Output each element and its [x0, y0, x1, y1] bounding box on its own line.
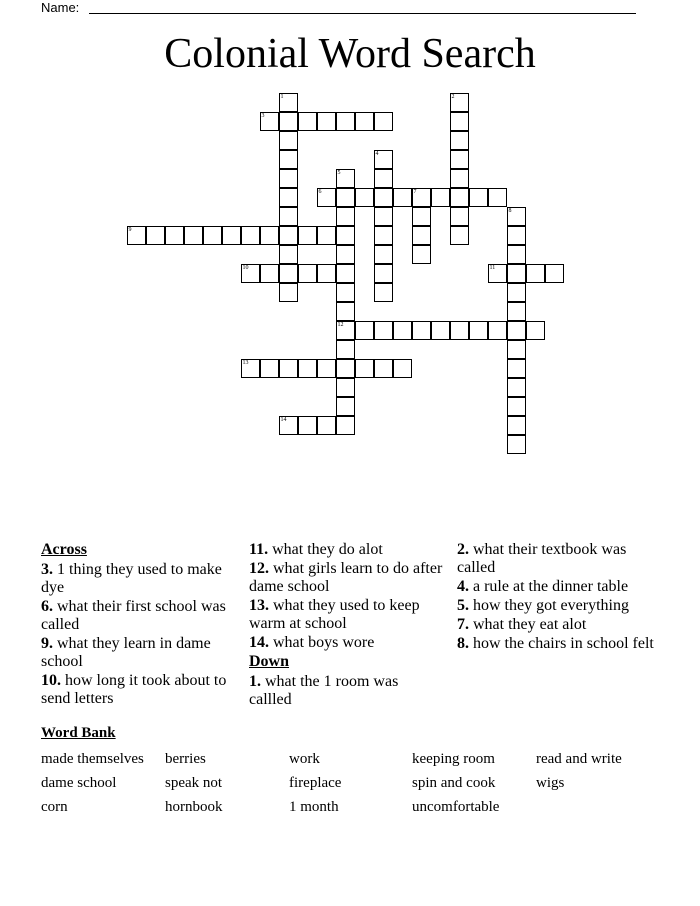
crossword-cell[interactable] [412, 245, 431, 264]
word-bank-item: keeping room [412, 751, 495, 767]
crossword-cell[interactable] [507, 226, 526, 245]
crossword-cell[interactable] [507, 397, 526, 416]
crossword-cell[interactable] [507, 245, 526, 264]
cell-number: 5 [337, 170, 341, 176]
cell-number: 12 [337, 322, 344, 328]
crossword-cell[interactable] [336, 226, 355, 245]
cell-number: 13 [242, 360, 249, 366]
clue-text: how the chairs in school felt [473, 635, 654, 652]
crossword-cell[interactable] [260, 112, 279, 131]
crossword-cell[interactable] [374, 321, 393, 340]
crossword-cell[interactable] [488, 188, 507, 207]
crossword-cell[interactable] [507, 359, 526, 378]
crossword-cell[interactable] [507, 264, 526, 283]
crossword-cell[interactable] [279, 93, 298, 112]
word-bank-item: fireplace [289, 775, 342, 791]
crossword-cell[interactable] [526, 321, 545, 340]
crossword-cell[interactable] [279, 131, 298, 150]
down-heading: Down [249, 653, 290, 670]
clue-text: what their textbook was called [457, 541, 627, 576]
clue-text: 1 thing they used to make dye [41, 561, 222, 596]
crossword-cell[interactable] [374, 112, 393, 131]
word-bank-item: berries [165, 751, 206, 767]
clue-number: 10. [41, 672, 61, 689]
word-bank-item: dame school [41, 775, 117, 791]
crossword-cell[interactable] [412, 321, 431, 340]
crossword-cell[interactable] [279, 416, 298, 435]
crossword-cell[interactable] [317, 112, 336, 131]
crossword-cell[interactable] [279, 226, 298, 245]
clue-number: 1. [249, 673, 261, 690]
crossword-cell[interactable] [298, 264, 317, 283]
crossword-cell[interactable] [393, 188, 412, 207]
crossword-cell[interactable] [412, 188, 431, 207]
clue-number: 2. [457, 541, 469, 558]
cell-number: 14 [280, 417, 287, 423]
clue-text: how long it took about to send letters [41, 672, 227, 707]
crossword-cell[interactable] [374, 150, 393, 169]
crossword-cell[interactable] [507, 340, 526, 359]
crossword-cell[interactable] [298, 112, 317, 131]
crossword-cell[interactable] [336, 207, 355, 226]
clue-column-2 [249, 541, 444, 710]
crossword-cell[interactable] [431, 188, 450, 207]
clue-across-3 [41, 561, 236, 597]
clue-number: 13. [249, 597, 269, 614]
crossword-cell[interactable] [374, 283, 393, 302]
crossword-cell[interactable] [507, 283, 526, 302]
clue-text: what the 1 room was callled [249, 673, 399, 708]
crossword-cell[interactable] [279, 359, 298, 378]
clue-down-5 [457, 597, 657, 615]
crossword-cell[interactable] [336, 397, 355, 416]
clue-number: 6. [41, 598, 53, 615]
clue-down-1 [249, 673, 444, 709]
crossword-cell[interactable] [450, 321, 469, 340]
crossword-cell[interactable] [374, 169, 393, 188]
crossword-cell[interactable] [317, 359, 336, 378]
crossword-cell[interactable] [317, 416, 336, 435]
crossword-cell[interactable] [336, 169, 355, 188]
word-bank-item: uncomfortable [412, 799, 500, 815]
crossword-cell[interactable] [203, 226, 222, 245]
clue-number: 14. [249, 634, 269, 651]
crossword-cell[interactable] [374, 188, 393, 207]
clue-number: 8. [457, 635, 469, 652]
crossword-cell[interactable] [241, 264, 260, 283]
crossword-cell[interactable] [336, 245, 355, 264]
crossword-cell[interactable] [317, 226, 336, 245]
crossword-cell[interactable] [260, 359, 279, 378]
clue-text: what they do alot [272, 541, 383, 558]
word-bank-item: read and write [536, 751, 622, 767]
crossword-cell[interactable] [317, 264, 336, 283]
clue-text: what they learn in dame school [41, 635, 211, 670]
clue-number: 7. [457, 616, 469, 633]
crossword-cell[interactable] [279, 245, 298, 264]
crossword-cell[interactable] [279, 112, 298, 131]
crossword-cell[interactable] [127, 226, 146, 245]
cell-number: 8 [508, 208, 512, 214]
word-bank-item: hornbook [165, 799, 223, 815]
across-heading: Across [41, 541, 87, 558]
crossword-cell[interactable] [336, 378, 355, 397]
cell-number: 1 [280, 94, 284, 100]
clue-number: 4. [457, 578, 469, 595]
crossword-cell[interactable] [431, 321, 450, 340]
clue-column-3 [457, 541, 657, 654]
crossword-cell[interactable] [450, 112, 469, 131]
cell-number: 4 [375, 151, 379, 157]
clue-across-12 [249, 560, 444, 596]
clue-number: 3. [41, 561, 53, 578]
crossword-cell[interactable] [450, 93, 469, 112]
clue-number: 5. [457, 597, 469, 614]
clue-text: what they used to keep warm at school [249, 597, 420, 632]
crossword-cell[interactable] [241, 226, 260, 245]
clue-across-13 [249, 597, 444, 633]
cell-number: 7 [413, 189, 417, 195]
crossword-cell[interactable] [260, 264, 279, 283]
crossword-cell[interactable] [450, 188, 469, 207]
crossword-cell[interactable] [393, 321, 412, 340]
clue-across-6 [41, 598, 236, 634]
crossword-cell[interactable] [184, 226, 203, 245]
crossword-cell[interactable] [336, 359, 355, 378]
crossword-cell[interactable] [279, 150, 298, 169]
crossword-cell[interactable] [222, 226, 241, 245]
crossword-cell[interactable] [374, 207, 393, 226]
clue-number: 12. [249, 560, 269, 577]
clue-number: 11. [249, 541, 269, 558]
crossword-cell[interactable] [374, 264, 393, 283]
word-bank-item: corn [41, 799, 68, 815]
crossword-cell[interactable] [507, 378, 526, 397]
crossword-cell[interactable] [317, 188, 336, 207]
cell-number: 10 [242, 265, 249, 271]
crossword-cell[interactable] [526, 264, 545, 283]
clue-across-14 [249, 634, 444, 652]
crossword-cell[interactable] [507, 435, 526, 454]
word-bank-item: spin and cook [412, 775, 496, 791]
word-bank-item: wigs [536, 775, 565, 791]
clue-across-11 [249, 541, 444, 559]
clue-text: how they got everything [473, 597, 629, 614]
crossword-cell[interactable] [450, 150, 469, 169]
crossword-cell[interactable] [374, 245, 393, 264]
crossword-cell[interactable] [488, 321, 507, 340]
crossword-cell[interactable] [450, 131, 469, 150]
cell-number: 9 [128, 227, 132, 233]
crossword-cell[interactable] [336, 340, 355, 359]
clue-text: what they eat alot [473, 616, 587, 633]
cell-number: 2 [451, 94, 455, 100]
crossword-cell[interactable] [279, 283, 298, 302]
crossword-cell[interactable] [241, 359, 260, 378]
cell-number: 3 [261, 113, 265, 119]
crossword-cell[interactable] [545, 264, 564, 283]
name-label: Name: [41, 0, 80, 15]
crossword-cell[interactable] [279, 264, 298, 283]
crossword-cell[interactable] [412, 226, 431, 245]
crossword-cell[interactable] [374, 226, 393, 245]
clue-text: what girls learn to do after dame school [249, 560, 443, 595]
word-bank-item: work [289, 751, 320, 767]
crossword-cell[interactable] [279, 169, 298, 188]
crossword-cell[interactable] [146, 226, 165, 245]
crossword-cell[interactable] [488, 264, 507, 283]
crossword-cell[interactable] [336, 416, 355, 435]
crossword-cell[interactable] [469, 321, 488, 340]
crossword-cell[interactable] [298, 359, 317, 378]
crossword-cell[interactable] [412, 207, 431, 226]
clue-text: what their first school was called [41, 598, 226, 633]
clue-text: a rule at the dinner table [473, 578, 629, 595]
crossword-cell[interactable] [336, 112, 355, 131]
clue-column-1 [41, 541, 236, 709]
crossword-cell[interactable] [298, 226, 317, 245]
page-title: Colonial Word Search [164, 31, 536, 77]
crossword-cell[interactable] [355, 112, 374, 131]
cell-number: 6 [318, 189, 322, 195]
cell-number: 11 [489, 265, 496, 271]
crossword-cell[interactable] [374, 359, 393, 378]
clue-number: 9. [41, 635, 53, 652]
crossword-cell[interactable] [165, 226, 184, 245]
crossword-cell[interactable] [469, 188, 488, 207]
clue-down-4 [457, 578, 657, 596]
crossword-cell[interactable] [355, 321, 374, 340]
crossword-cell[interactable] [279, 188, 298, 207]
crossword-cell[interactable] [450, 169, 469, 188]
crossword-cell[interactable] [298, 416, 317, 435]
clue-across-10 [41, 672, 236, 708]
crossword-cell[interactable] [336, 264, 355, 283]
clue-down-7 [457, 616, 657, 634]
crossword-cell[interactable] [355, 359, 374, 378]
crossword-cell[interactable] [355, 188, 374, 207]
clue-down-2 [457, 541, 657, 577]
crossword-cell[interactable] [279, 207, 298, 226]
clue-down-8 [457, 635, 657, 653]
crossword-cell[interactable] [507, 416, 526, 435]
clue-text: what boys wore [273, 634, 375, 651]
crossword-cell[interactable] [507, 207, 526, 226]
word-bank-item: 1 month [289, 799, 339, 815]
crossword-cell[interactable] [336, 302, 355, 321]
word-bank-title: Word Bank [41, 725, 116, 741]
crossword-cell[interactable] [336, 188, 355, 207]
crossword-cell[interactable] [450, 207, 469, 226]
clue-across-9 [41, 635, 236, 671]
crossword-cell[interactable] [450, 226, 469, 245]
word-bank-item: speak not [165, 775, 223, 791]
word-bank-item: made themselves [41, 751, 144, 767]
crossword-cell[interactable] [393, 359, 412, 378]
crossword-cell[interactable] [336, 321, 355, 340]
crossword-cell[interactable] [336, 283, 355, 302]
crossword-cell[interactable] [507, 302, 526, 321]
crossword-cell[interactable] [507, 321, 526, 340]
crossword-cell[interactable] [260, 226, 279, 245]
